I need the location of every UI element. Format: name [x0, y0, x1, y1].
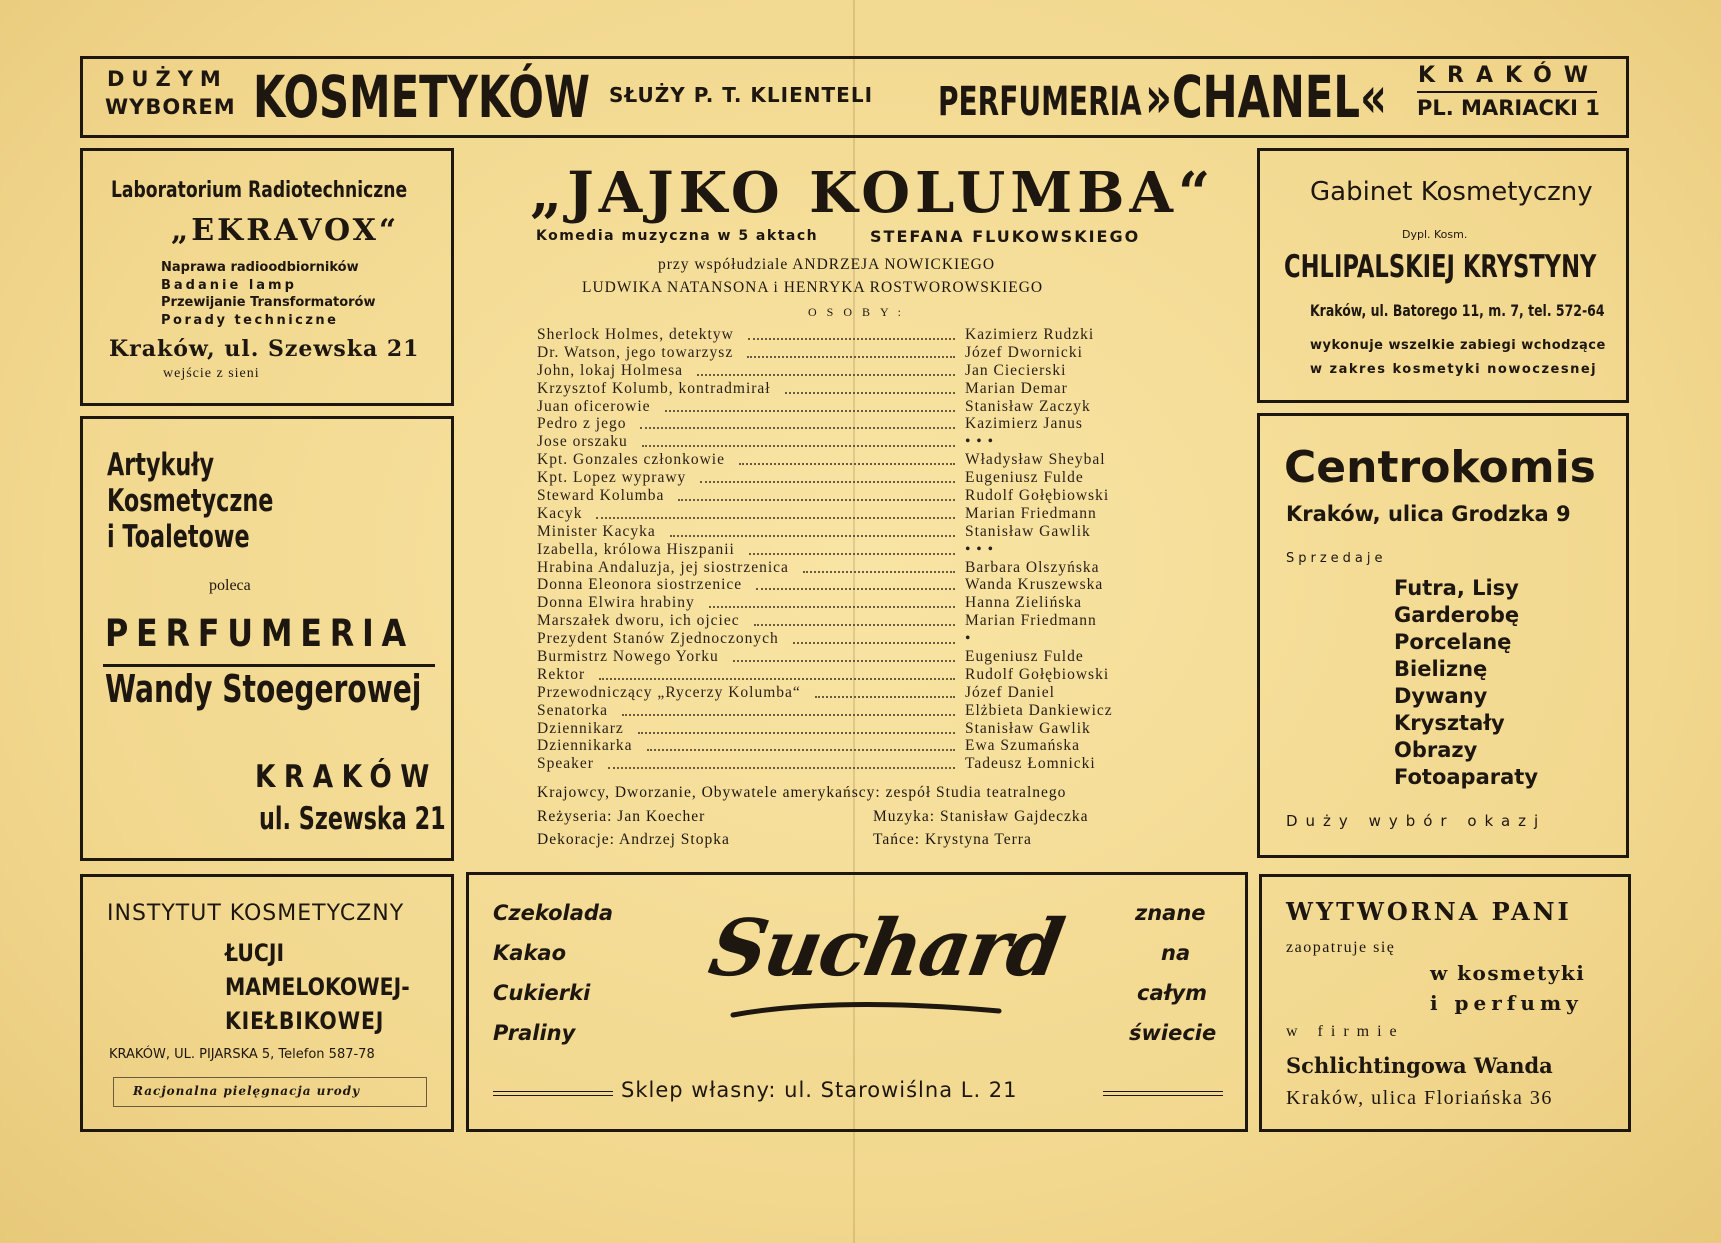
cast-actor: Kazimierz Janus: [965, 415, 1083, 433]
cast-role: Kpt. Gonzales członkowie: [537, 451, 725, 469]
cast-actor: Barbara Olszyńska: [965, 558, 1100, 576]
cast-actor: Hanna Zielińska: [965, 594, 1083, 612]
cast-row: [537, 469, 1167, 487]
play-ensemble: Krajowcy, Dworzanie, Obywatele amerykańscy: zespół Studia teatralnego: [537, 784, 1067, 801]
cast-role: Sherlock Holmes, detektyw: [537, 326, 734, 343]
cast-list: [537, 326, 1167, 773]
cast-row: [537, 487, 1167, 505]
suchard-ad: [466, 872, 1248, 1132]
header-left-small-1: DUŻYM: [107, 67, 228, 91]
suchard-right-4: świecie: [1129, 1021, 1217, 1045]
ekravox-service-3: Przewijanie Transformatorów: [161, 295, 376, 310]
cast-role: Speaker: [537, 755, 594, 773]
cast-role: Krzysztof Kolumb, kontradmirał: [537, 379, 771, 397]
ekravox-service-1: Naprawa radioodbiorników: [161, 260, 359, 275]
play-dances: Tańce: Krystyna Terra: [873, 831, 1032, 848]
suchard-rule-left: [493, 1091, 613, 1096]
cast-row: [537, 433, 1167, 451]
cast-role: Minister Kacyka: [537, 522, 656, 540]
suchard-rule-right: [1103, 1091, 1223, 1096]
cast-actor: Eugeniusz Fulde: [965, 648, 1084, 666]
cast-row: [537, 720, 1167, 738]
cast-role: Przewodniczący „Rycerzy Kolumba“: [537, 683, 801, 701]
centrokomis-item-2: Garderobę: [1394, 603, 1520, 627]
cast-actor: •: [965, 630, 972, 648]
centrokomis-name: Centrokomis: [1284, 442, 1596, 493]
header-big-word: KOSMETYKÓW: [253, 63, 590, 131]
cast-leader-dots: [700, 481, 955, 483]
header-left-small-2: WYBOREM: [105, 95, 236, 119]
instytut-slogan: Racjonalna pielęgnacja urody: [133, 1084, 361, 1098]
centrokomis-item-8: Fotoaparaty: [1394, 765, 1539, 789]
instytut-address: KRAKÓW, UL. PIJARSKA 5, Telefon 587-78: [109, 1047, 375, 1062]
cast-role: Senatorka: [537, 701, 608, 719]
instytut-line-3: MAMELOKOWEJ-: [225, 973, 410, 1001]
cast-row: [537, 755, 1167, 773]
artykuly-line-2: Kosmetyczne: [107, 483, 274, 519]
cast-actor: Marian Demar: [965, 379, 1068, 397]
instytut-line-1: INSTYTUT KOSMETYCZNY: [107, 901, 405, 926]
cast-leader-dots: [756, 588, 955, 590]
header-city: KRAKÓW: [1418, 63, 1601, 88]
wytworna-ad: [1259, 874, 1631, 1132]
cast-row: [537, 559, 1167, 577]
instytut-ad: [80, 874, 454, 1132]
play-director: Reżyseria: Jan Koecher: [537, 808, 706, 825]
cast-row: [537, 666, 1167, 684]
wytworna-name: Schlichtingowa Wanda: [1286, 1053, 1553, 1078]
cast-leader-dots: [665, 410, 955, 412]
suchard-logo-swash: [729, 995, 1009, 1025]
cast-actor: Kazimierz Rudzki: [965, 326, 1095, 343]
suchard-left-2: Kakao: [493, 941, 567, 965]
ekravox-service-4: Porady techniczne: [161, 313, 339, 328]
cast-role: Hrabina Andaluzja, jej siostrzenica: [537, 558, 789, 576]
cast-row: [537, 541, 1167, 559]
cast-leader-dots: [678, 499, 955, 501]
cast-actor: Tadeusz Łomnicki: [965, 755, 1096, 773]
cast-row: [537, 380, 1167, 398]
cast-row: [537, 362, 1167, 380]
cast-actor: Józef Dwornicki: [965, 343, 1083, 361]
cast-leader-dots: [793, 642, 955, 644]
wytworna-line-2: w kosmetyki: [1430, 961, 1586, 985]
centrokomis-item-1: Futra, Lisy: [1394, 576, 1519, 600]
cast-row: [537, 523, 1167, 541]
cast-role: Jose orszaku: [537, 433, 628, 451]
ekravox-name: „EKRAVOX“: [171, 213, 400, 248]
centrokomis-address: Kraków, ulica Grodzka 9: [1286, 502, 1571, 526]
cast-role: Kacyk: [537, 504, 583, 522]
cast-actor: Stanisław Gawlik: [965, 522, 1091, 540]
suchard-left-4: Praliny: [493, 1021, 576, 1045]
cast-role: John, lokaj Holmesa: [537, 361, 683, 379]
cast-row: [537, 326, 1167, 344]
cast-actor: Marian Friedmann: [965, 612, 1097, 630]
gabinet-name: CHLIPALSKIEJ KRYSTYNY: [1284, 249, 1597, 285]
cast-role: Prezydent Stanów Zjednoczonych: [537, 630, 779, 648]
cast-leader-dots: [785, 392, 955, 394]
centrokomis-item-7: Obrazy: [1394, 738, 1478, 762]
gabinet-dypl: Dypl. Kosm.: [1402, 228, 1468, 241]
cast-leader-dots: [815, 696, 955, 698]
cast-leader-dots: [747, 356, 955, 358]
cast-actor: Marian Friedmann: [965, 504, 1097, 522]
wytworna-title: WYTWORNA PANI: [1286, 897, 1572, 926]
gabinet-ad: [1257, 148, 1629, 403]
gabinet-address: Kraków, ul. Batorego 11, m. 7, tel. 572-64: [1310, 301, 1605, 320]
cast-row: [537, 505, 1167, 523]
gabinet-desc-2: w zakres kosmetyki nowoczesnej: [1310, 362, 1598, 377]
cast-row: [537, 648, 1167, 666]
cast-leader-dots: [640, 427, 955, 429]
header-address: PL. MARIACKI 1: [1417, 96, 1600, 120]
suchard-right-1: znane: [1135, 901, 1206, 925]
suchard-right-2: na: [1161, 941, 1191, 965]
cast-role: Pedro z jego: [537, 415, 627, 433]
centrokomis-ad: [1257, 413, 1629, 858]
cast-role: Izabella, królowa Hiszpanii: [537, 540, 735, 558]
cast-role: Dziennikarz: [537, 719, 624, 737]
artykuly-owner: Wandy Stoegerowej: [105, 667, 422, 711]
centrokomis-item-5: Dywany: [1394, 684, 1488, 708]
cast-actor: Rudolf Gołębiowski: [965, 665, 1110, 683]
suchard-left-1: Czekolada: [493, 901, 614, 925]
gabinet-title: Gabinet Kosmetyczny: [1310, 177, 1593, 207]
cast-role: Marszałek dworu, ich ojciec: [537, 612, 740, 630]
cast-role: Dziennikarka: [537, 737, 633, 755]
cast-actor: • • •: [965, 433, 995, 451]
ekravox-note: wejście z sieni: [163, 366, 260, 381]
centrokomis-item-3: Porcelanę: [1394, 630, 1512, 654]
play-collab-2: LUDWIKA NATANSONA i HENRYKA ROSTWOROWSKIEGO: [582, 279, 1044, 296]
cast-actor: Rudolf Gołębiowski: [965, 487, 1110, 505]
cast-leader-dots: [803, 571, 955, 573]
cast-actor: Jan Ciecierski: [965, 361, 1067, 379]
cast-actor: Ewa Szumańska: [965, 737, 1081, 755]
cast-actor: Wanda Kruszewska: [965, 576, 1104, 594]
cast-leader-dots: [638, 732, 955, 734]
artykuly-line-1: Artykuły: [107, 447, 215, 483]
play-collab-1: przy współudziale ANDRZEJA NOWICKIEGO: [658, 256, 996, 273]
ekravox-address: Kraków, ul. Szewska 21: [109, 336, 420, 362]
cast-leader-dots: [697, 374, 955, 376]
instytut-line-2: ŁUCJI: [225, 939, 285, 967]
artykuly-poleca: poleca: [209, 577, 251, 594]
cast-row: [537, 398, 1167, 416]
play-music: Muzyka: Stanisław Gajdeczka: [873, 808, 1089, 825]
ekravox-service-2: Badanie lamp: [161, 278, 297, 293]
cast-leader-dots: [670, 535, 955, 537]
cast-role: Rektor: [537, 665, 586, 683]
cast-leader-dots: [748, 338, 955, 340]
cast-leader-dots: [733, 660, 955, 662]
cast-row: [537, 612, 1167, 630]
cast-row: [537, 415, 1167, 433]
cast-leader-dots: [754, 624, 955, 626]
cast-actor: Eugeniusz Fulde: [965, 469, 1084, 487]
header-chanel: »CHANEL«: [1145, 63, 1387, 131]
centrokomis-sprzedaje: Sprzedaje: [1286, 551, 1387, 566]
cast-row: [537, 451, 1167, 469]
play-subtitle-a: Komedia muzyczna w 5 aktach: [536, 228, 819, 244]
play-osoby: OSOBY:: [808, 305, 911, 319]
artykuly-ad: [80, 416, 454, 861]
artykuly-perfumeria: PERFUMERIA: [105, 612, 414, 655]
cast-row: [537, 630, 1167, 648]
cast-actor: Stanisław Zaczyk: [965, 397, 1091, 415]
centrokomis-item-6: Kryształy: [1394, 711, 1505, 735]
play-sets: Dekoracje: Andrzej Stopka: [537, 831, 730, 848]
cast-actor: Elżbieta Dankiewicz: [965, 701, 1113, 719]
artykuly-city: KRAKÓW: [255, 759, 438, 795]
centrokomis-footer: Duży wybór okazj: [1286, 812, 1547, 830]
cast-leader-dots: [608, 767, 955, 769]
gabinet-desc-1: wykonuje wszelkie zabiegi wchodzące: [1310, 338, 1606, 353]
ekravox-line1: Laboratorium Radiotechniczne: [111, 178, 408, 203]
cast-row: [537, 702, 1167, 720]
cast-leader-dots: [709, 606, 955, 608]
cast-role: Kpt. Lopez wyprawy: [537, 469, 687, 487]
play-title: „JAJKO KOLUMBA“: [530, 160, 1216, 226]
cast-role: Donna Elwira hrabiny: [537, 594, 695, 612]
cast-leader-dots: [596, 517, 955, 519]
cast-role: Dr. Watson, jego towarzysz: [537, 343, 734, 361]
cast-row: [537, 737, 1167, 755]
wytworna-line-1: zaopatruje się: [1286, 939, 1396, 956]
wytworna-line-3: i perfumy: [1430, 991, 1583, 1015]
cast-role: Donna Eleonora siostrzenice: [537, 576, 743, 594]
header-banner: [80, 56, 1629, 138]
cast-row: [537, 576, 1167, 594]
play-subtitle-b: STEFANA FLUKOWSKIEGO: [870, 227, 1141, 246]
cast-actor: • • •: [965, 540, 995, 558]
cast-row: [537, 684, 1167, 702]
cast-leader-dots: [599, 678, 955, 680]
cast-actor: Władysław Sheybal: [965, 451, 1106, 469]
artykuly-street: ul. Szewska 21: [259, 801, 446, 837]
cast-leader-dots: [642, 445, 955, 447]
wytworna-address: Kraków, ulica Floriańska 36: [1286, 1087, 1553, 1109]
header-perfumeria: PERFUMERIA: [938, 79, 1142, 125]
suchard-shop: Sklep własny: ul. Starowiślna L. 21: [621, 1078, 1018, 1102]
header-serves: SŁUŻY P. T. KLIENTELI: [609, 83, 874, 107]
cast-role: Burmistrz Nowego Yorku: [537, 648, 719, 666]
ekravox-ad: [80, 148, 454, 406]
cast-row: [537, 594, 1167, 612]
suchard-logo: Suchard: [702, 903, 1069, 994]
wytworna-line-4: w firmie: [1286, 1023, 1405, 1040]
cast-role: Steward Kolumba: [537, 487, 665, 505]
cast-leader-dots: [622, 714, 955, 716]
cast-row: [537, 344, 1167, 362]
suchard-left-3: Cukierki: [493, 981, 591, 1005]
cast-leader-dots: [739, 463, 955, 465]
suchard-right-3: całym: [1137, 981, 1208, 1005]
centrokomis-item-4: Bieliznę: [1394, 657, 1488, 681]
cast-actor: Stanisław Gawlik: [965, 719, 1091, 737]
instytut-line-4: KIEŁBIKOWEJ: [225, 1007, 385, 1035]
cast-role: Juan oficerowie: [537, 397, 651, 415]
cast-leader-dots: [749, 553, 955, 555]
cast-leader-dots: [647, 749, 955, 751]
cast-actor: Józef Daniel: [965, 683, 1055, 701]
artykuly-line-3: i Toaletowe: [107, 519, 250, 555]
